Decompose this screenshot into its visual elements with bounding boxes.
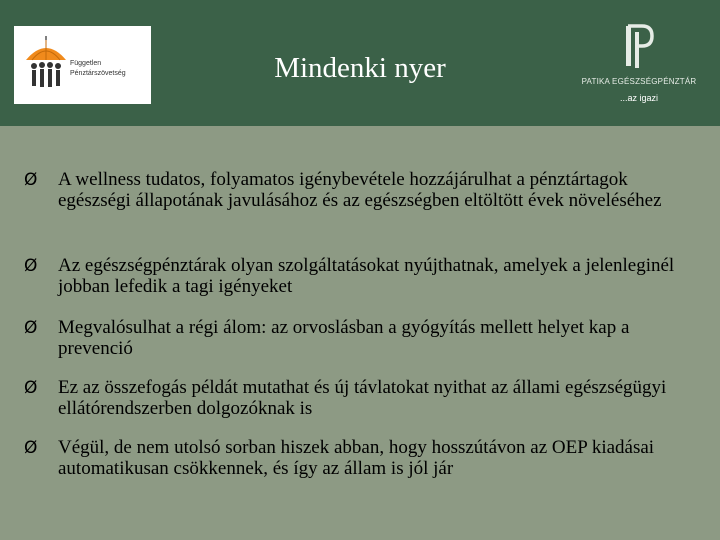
arrow-bullet-icon: Ø <box>24 256 38 276</box>
slide-title: Mindenki nyer <box>274 52 446 84</box>
arrow-bullet-icon: Ø <box>24 378 38 398</box>
logo-right-tagline: ...az igazi <box>619 93 659 103</box>
bullet-text: A wellness tudatos, folyamatos igénybevétele hozzájárulhat a pénztártagok egészségi állapotának javulásához és az egészségben eltöltött évek növeléséhez <box>58 169 662 211</box>
header-bar <box>0 0 720 126</box>
bullet-text: Végül, de nem utolsó sorban hiszek abban, hogy hosszútávon az OEP kiadásai automatikusan csökkennek, és így az állam is jól jár <box>58 437 655 479</box>
fuggetlen-penztarszovetseg-logo <box>14 26 151 104</box>
logo-left-line1: Független <box>70 60 102 67</box>
arrow-bullet-icon: Ø <box>24 170 38 190</box>
arrow-bullet-icon: Ø <box>24 438 38 458</box>
bullet-text: Megvalósulhat a régi álom: az orvoslásban a gyógyítás mellett helyet kap a prevenció <box>58 317 630 359</box>
patika-p-monogram-icon <box>618 22 658 72</box>
logo-right-brand: PATIKA EGÉSZSÉGPÉNZTÁR <box>581 77 697 86</box>
arrow-bullet-icon: Ø <box>24 318 38 338</box>
logo-left-line2: Pénztárszövetség <box>70 70 126 77</box>
umbrella-people-icon <box>24 34 68 96</box>
patika-egeszsegpenztar-logo <box>580 22 698 112</box>
bullet-text: Ez az összefogás példát mutathat és új távlatokat nyithat az állami egészségügyi ellátórendszerben dolgozóknak is <box>58 377 667 419</box>
bullet-text: Az egészségpénztárak olyan szolgáltatásokat nyújthatnak, amelyek a jelenleginél jobban lefedik a tagi igényeket <box>58 255 675 297</box>
